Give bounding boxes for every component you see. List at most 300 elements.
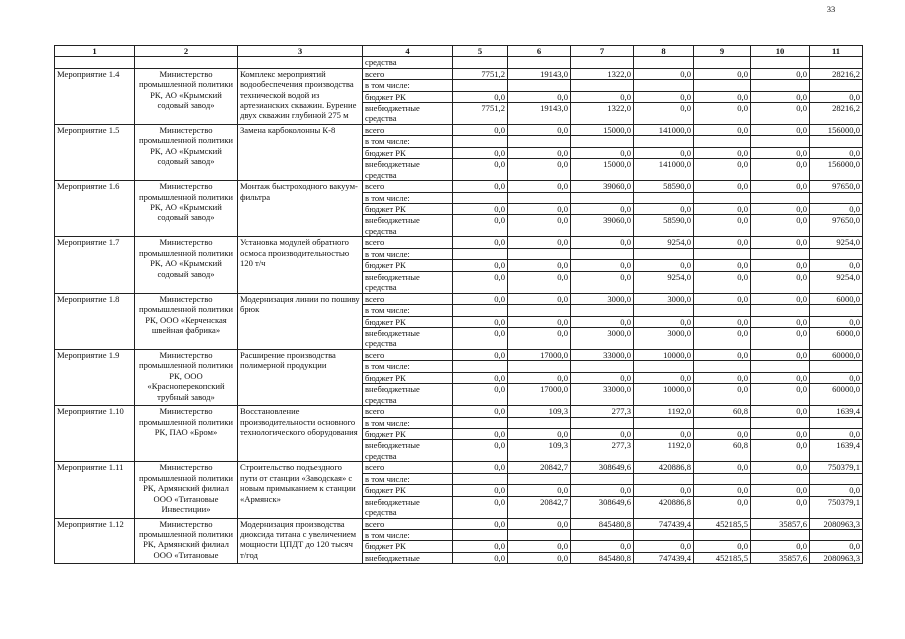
measure-name: Мероприятие 1.4	[55, 68, 135, 124]
funding-category: в том числе:	[363, 361, 453, 372]
measure-organization: Министерство промышленной политики РК, ООО «Красноперекопский трубный завод»	[135, 349, 238, 405]
amount-col-9	[694, 305, 751, 316]
amount-col-6: 0,0	[508, 327, 571, 349]
amount-col-11: 60000,0	[810, 384, 863, 406]
top-continuation-row	[55, 57, 863, 68]
amount-col-11: 9254,0	[810, 271, 863, 293]
amount-col-9: 0,0	[694, 316, 751, 327]
amount-col-9: 0,0	[694, 237, 751, 248]
amount-col-9	[694, 192, 751, 203]
amount-col-7: 0,0	[571, 428, 634, 439]
amount-col-8: 1192,0	[634, 406, 694, 417]
amount-col-8: 58590,0	[634, 215, 694, 237]
amount-col-8: 141000,0	[634, 159, 694, 181]
amount-col-10	[751, 192, 810, 203]
funding-category: в том числе:	[363, 80, 453, 91]
amount-col-8: 141000,0	[634, 125, 694, 136]
amount-col-11: 97650,0	[810, 215, 863, 237]
amount-col-7	[571, 192, 634, 203]
amount-col-5: 0,0	[453, 159, 508, 181]
funding-category: бюджет РК	[363, 260, 453, 271]
amount-col-9	[694, 473, 751, 484]
funding-category: всего	[363, 125, 453, 136]
amount-col-9: 0,0	[694, 147, 751, 158]
amount-col-6: 0,0	[508, 372, 571, 383]
page-number: 33	[826, 4, 836, 14]
amount-col-10: 0,0	[751, 271, 810, 293]
measure-organization: Министерство промышленной политики РК, АО «Крымский содовый завод»	[135, 237, 238, 293]
amount-col-11: 9254,0	[810, 237, 863, 248]
amount-col-10: 0,0	[751, 327, 810, 349]
funding-category: всего	[363, 462, 453, 473]
amount-col-7	[571, 361, 634, 372]
amount-col-11	[810, 529, 863, 540]
funding-category: в том числе:	[363, 417, 453, 428]
header-col-5: 5	[453, 46, 508, 57]
measure-row-total	[55, 237, 863, 248]
header-col-2: 2	[135, 46, 238, 57]
measure-organization: Министерство промышленной политики РК, Армянский филиал ООО «Титановые Инвестиции»	[135, 462, 238, 518]
amount-col-6: 0,0	[508, 91, 571, 102]
amount-col-5: 0,0	[453, 406, 508, 417]
amount-col-6: 0,0	[508, 428, 571, 439]
amount-col-5: 0,0	[453, 237, 508, 248]
amount-col-10	[751, 473, 810, 484]
amount-col-7: 0,0	[571, 91, 634, 102]
amount-col-9: 452185,5	[694, 518, 751, 529]
amount-col-9	[694, 248, 751, 259]
amount-col-5: 0,0	[453, 372, 508, 383]
measure-description: Восстановление производительности основного технологического оборудования	[238, 406, 363, 462]
funding-category: бюджет РК	[363, 204, 453, 215]
amount-col-8: 0,0	[634, 541, 694, 552]
measure-row-total	[55, 518, 863, 529]
amount-col-8: 0,0	[634, 103, 694, 125]
amount-col-10: 0,0	[751, 237, 810, 248]
measure-name: Мероприятие 1.9	[55, 349, 135, 405]
amount-col-6: 0,0	[508, 485, 571, 496]
funding-category: в том числе:	[363, 192, 453, 203]
amount-col-9: 0,0	[694, 271, 751, 293]
funding-category: бюджет РК	[363, 372, 453, 383]
header-col-1: 1	[55, 46, 135, 57]
amount-col-8: 3000,0	[634, 327, 694, 349]
measure-row-total	[55, 406, 863, 417]
amount-col-5: 0,0	[453, 462, 508, 473]
amount-col-7	[571, 136, 634, 147]
funding-table	[54, 45, 863, 564]
amount-col-10: 0,0	[751, 349, 810, 360]
amount-col-6: 109,3	[508, 440, 571, 462]
amount-col-5: 0,0	[453, 204, 508, 215]
amount-col-9: 0,0	[694, 68, 751, 79]
header-col-6: 6	[508, 46, 571, 57]
funding-category: бюджет РК	[363, 147, 453, 158]
amount-col-10	[751, 417, 810, 428]
amount-col-6: 0,0	[508, 237, 571, 248]
amount-col-10	[751, 361, 810, 372]
amount-col-8: 420886,8	[634, 496, 694, 518]
amount-col-8: 9254,0	[634, 271, 694, 293]
top-label: средства	[363, 57, 453, 68]
funding-category: в том числе:	[363, 529, 453, 540]
amount-col-7: 0,0	[571, 271, 634, 293]
amount-col-9: 0,0	[694, 541, 751, 552]
amount-col-5: 0,0	[453, 541, 508, 552]
funding-category: всего	[363, 518, 453, 529]
measure-name: Мероприятие 1.12	[55, 518, 135, 564]
amount-col-11: 60000,0	[810, 349, 863, 360]
measure-description: Установка модулей обратного осмоса производительностью 120 т/ч	[238, 237, 363, 293]
amount-col-9: 0,0	[694, 181, 751, 192]
amount-col-6: 0,0	[508, 147, 571, 158]
header-col-9: 9	[694, 46, 751, 57]
amount-col-9: 0,0	[694, 349, 751, 360]
amount-col-5: 0,0	[453, 440, 508, 462]
amount-col-10: 0,0	[751, 406, 810, 417]
amount-col-11	[810, 192, 863, 203]
amount-col-6	[508, 136, 571, 147]
amount-col-9: 60,8	[694, 440, 751, 462]
amount-col-10: 0,0	[751, 372, 810, 383]
amount-col-7: 0,0	[571, 204, 634, 215]
amount-col-11: 97650,0	[810, 181, 863, 192]
amount-col-5	[453, 305, 508, 316]
amount-col-7: 1322,0	[571, 103, 634, 125]
amount-col-5: 0,0	[453, 125, 508, 136]
amount-col-9: 0,0	[694, 462, 751, 473]
amount-col-8: 1192,0	[634, 440, 694, 462]
amount-col-7: 0,0	[571, 316, 634, 327]
funding-category: внебюджетные средства	[363, 496, 453, 518]
amount-col-7: 0,0	[571, 237, 634, 248]
amount-col-5: 0,0	[453, 91, 508, 102]
funding-category: внебюджетные средства	[363, 327, 453, 349]
amount-col-9: 0,0	[694, 204, 751, 215]
amount-col-9: 0,0	[694, 327, 751, 349]
funding-category: всего	[363, 68, 453, 79]
amount-col-5	[453, 417, 508, 428]
amount-col-6	[508, 305, 571, 316]
amount-col-10: 0,0	[751, 68, 810, 79]
amount-col-11: 0,0	[810, 91, 863, 102]
amount-col-10: 0,0	[751, 440, 810, 462]
measure-organization: Министерство промышленной политики РК, Армянский филиал ООО «Титановые	[135, 518, 238, 564]
amount-col-11: 2080963,3	[810, 518, 863, 529]
amount-col-8	[634, 417, 694, 428]
amount-col-10: 0,0	[751, 384, 810, 406]
amount-col-6	[508, 473, 571, 484]
measure-row-total	[55, 462, 863, 473]
measure-name: Мероприятие 1.8	[55, 293, 135, 349]
amount-col-5: 0,0	[453, 384, 508, 406]
amount-col-5: 0,0	[453, 485, 508, 496]
funding-category: всего	[363, 181, 453, 192]
amount-col-5: 0,0	[453, 147, 508, 158]
amount-col-6: 0,0	[508, 316, 571, 327]
amount-col-11: 2080963,3	[810, 552, 863, 563]
amount-col-10: 0,0	[751, 125, 810, 136]
measure-row-total	[55, 125, 863, 136]
amount-col-10: 0,0	[751, 159, 810, 181]
amount-col-5: 0,0	[453, 349, 508, 360]
header-col-4: 4	[363, 46, 453, 57]
amount-col-7: 0,0	[571, 372, 634, 383]
funding-category: внебюджетные средства	[363, 384, 453, 406]
amount-col-7: 33000,0	[571, 384, 634, 406]
amount-col-9	[694, 417, 751, 428]
funding-category: внебюджетные	[363, 552, 453, 563]
measure-organization: Министерство промышленной политики РК, АО «Крымский содовый завод»	[135, 181, 238, 237]
funding-category: всего	[363, 237, 453, 248]
amount-col-8: 9254,0	[634, 237, 694, 248]
amount-col-8	[634, 80, 694, 91]
amount-col-10	[751, 248, 810, 259]
amount-col-8	[634, 192, 694, 203]
amount-col-6: 19143,0	[508, 68, 571, 79]
funding-category: внебюджетные средства	[363, 215, 453, 237]
amount-col-8: 0,0	[634, 372, 694, 383]
amount-col-10: 0,0	[751, 541, 810, 552]
amount-col-11: 0,0	[810, 541, 863, 552]
amount-col-7	[571, 248, 634, 259]
amount-col-9: 0,0	[694, 496, 751, 518]
amount-col-10	[751, 80, 810, 91]
amount-col-11	[810, 80, 863, 91]
header-col-7: 7	[571, 46, 634, 57]
amount-col-11: 0,0	[810, 204, 863, 215]
amount-col-9: 0,0	[694, 384, 751, 406]
amount-col-9: 0,0	[694, 159, 751, 181]
amount-col-9: 0,0	[694, 215, 751, 237]
amount-col-9: 0,0	[694, 372, 751, 383]
amount-col-6	[508, 361, 571, 372]
funding-category: всего	[363, 406, 453, 417]
amount-col-6: 20842,7	[508, 496, 571, 518]
measure-row-total	[55, 349, 863, 360]
funding-category: в том числе:	[363, 473, 453, 484]
amount-col-8: 0,0	[634, 260, 694, 271]
amount-col-11: 1639,4	[810, 440, 863, 462]
amount-col-10: 0,0	[751, 181, 810, 192]
amount-col-11	[810, 248, 863, 259]
amount-col-7	[571, 529, 634, 540]
header-col-11: 11	[810, 46, 863, 57]
amount-col-8: 0,0	[634, 204, 694, 215]
amount-col-11: 750379,1	[810, 462, 863, 473]
amount-col-9	[694, 136, 751, 147]
amount-col-7: 277,3	[571, 440, 634, 462]
amount-col-6: 0,0	[508, 271, 571, 293]
amount-col-11: 156000,0	[810, 159, 863, 181]
amount-col-10: 0,0	[751, 428, 810, 439]
amount-col-7: 308649,6	[571, 462, 634, 473]
measure-description: Расширение производства полимерной продукции	[238, 349, 363, 405]
amount-col-9	[694, 529, 751, 540]
amount-col-5: 0,0	[453, 271, 508, 293]
amount-col-10: 0,0	[751, 293, 810, 304]
amount-col-7: 3000,0	[571, 327, 634, 349]
amount-col-8: 0,0	[634, 68, 694, 79]
measure-organization: Министерство промышленной политики РК, ООО «Керченская швейная фабрика»	[135, 293, 238, 349]
amount-col-11: 0,0	[810, 372, 863, 383]
measure-row-total	[55, 181, 863, 192]
amount-col-7: 0,0	[571, 260, 634, 271]
funding-category: бюджет РК	[363, 428, 453, 439]
measure-name: Мероприятие 1.11	[55, 462, 135, 518]
amount-col-7: 845480,8	[571, 552, 634, 563]
amount-col-5: 0,0	[453, 293, 508, 304]
amount-col-8: 3000,0	[634, 293, 694, 304]
amount-col-7	[571, 305, 634, 316]
amount-col-11	[810, 361, 863, 372]
amount-col-5: 7751,2	[453, 103, 508, 125]
funding-category: внебюджетные средства	[363, 159, 453, 181]
amount-col-6: 0,0	[508, 260, 571, 271]
measure-name: Мероприятие 1.5	[55, 125, 135, 181]
measure-organization: Министерство промышленной политики РК, АО «Крымский содовый завод»	[135, 125, 238, 181]
amount-col-10: 0,0	[751, 147, 810, 158]
amount-col-7: 0,0	[571, 541, 634, 552]
amount-col-5: 0,0	[453, 181, 508, 192]
amount-col-10: 0,0	[751, 103, 810, 125]
amount-col-8	[634, 136, 694, 147]
amount-col-11: 750379,1	[810, 496, 863, 518]
amount-col-10: 35857,6	[751, 518, 810, 529]
measure-organization: Министерство промышленной политики РК, АО «Крымский содовый завод»	[135, 68, 238, 124]
amount-col-7	[571, 417, 634, 428]
funding-category: бюджет РК	[363, 316, 453, 327]
amount-col-11: 156000,0	[810, 125, 863, 136]
amount-col-8	[634, 529, 694, 540]
amount-col-7: 39060,0	[571, 181, 634, 192]
amount-col-8: 747439,4	[634, 552, 694, 563]
funding-category: всего	[363, 293, 453, 304]
amount-col-5: 0,0	[453, 260, 508, 271]
funding-category: в том числе:	[363, 248, 453, 259]
amount-col-7: 845480,8	[571, 518, 634, 529]
amount-col-8	[634, 248, 694, 259]
amount-col-10: 0,0	[751, 316, 810, 327]
amount-col-8: 10000,0	[634, 384, 694, 406]
amount-col-10: 0,0	[751, 485, 810, 496]
amount-col-6	[508, 192, 571, 203]
amount-col-8: 0,0	[634, 91, 694, 102]
header-col-10: 10	[751, 46, 810, 57]
measure-organization: Министерство промышленной политики РК, ПАО «Бром»	[135, 406, 238, 462]
amount-col-5: 0,0	[453, 518, 508, 529]
funding-category: внебюджетные средства	[363, 103, 453, 125]
amount-col-9: 0,0	[694, 293, 751, 304]
amount-col-8: 0,0	[634, 485, 694, 496]
amount-col-6	[508, 529, 571, 540]
amount-col-9: 0,0	[694, 260, 751, 271]
amount-col-10: 0,0	[751, 91, 810, 102]
measure-row-total	[55, 293, 863, 304]
measure-description: Комплекс мероприятий водообеспечения производства технической водой из артезианских скважин. Бурение двух скважин глубиной 275 м	[238, 68, 363, 124]
amount-col-11: 6000,0	[810, 327, 863, 349]
amount-col-11	[810, 473, 863, 484]
amount-col-5	[453, 136, 508, 147]
amount-col-5: 7751,2	[453, 68, 508, 79]
amount-col-6: 0,0	[508, 518, 571, 529]
funding-category: в том числе:	[363, 136, 453, 147]
amount-col-10: 0,0	[751, 215, 810, 237]
amount-col-9: 0,0	[694, 91, 751, 102]
amount-col-8: 58590,0	[634, 181, 694, 192]
amount-col-9: 0,0	[694, 125, 751, 136]
amount-col-11: 0,0	[810, 428, 863, 439]
amount-col-11: 0,0	[810, 147, 863, 158]
amount-col-6: 0,0	[508, 293, 571, 304]
measure-description: Строительство подъездного пути от станции «Заводская» с новым примыканием к станции «Армянск»	[238, 462, 363, 518]
amount-col-5	[453, 361, 508, 372]
amount-col-6: 0,0	[508, 541, 571, 552]
amount-col-6: 0,0	[508, 552, 571, 563]
amount-col-7: 1322,0	[571, 68, 634, 79]
amount-col-7: 3000,0	[571, 293, 634, 304]
measure-name: Мероприятие 1.7	[55, 237, 135, 293]
amount-col-10: 35857,6	[751, 552, 810, 563]
amount-col-7: 33000,0	[571, 349, 634, 360]
amount-col-11: 0,0	[810, 316, 863, 327]
funding-category: бюджет РК	[363, 91, 453, 102]
amount-col-6	[508, 417, 571, 428]
amount-col-6: 0,0	[508, 125, 571, 136]
amount-col-11: 6000,0	[810, 293, 863, 304]
amount-col-11	[810, 136, 863, 147]
funding-category: внебюджетные средства	[363, 271, 453, 293]
amount-col-6: 109,3	[508, 406, 571, 417]
amount-col-11: 28216,2	[810, 103, 863, 125]
amount-col-5: 0,0	[453, 428, 508, 439]
amount-col-8	[634, 361, 694, 372]
amount-col-9: 0,0	[694, 103, 751, 125]
funding-category: бюджет РК	[363, 485, 453, 496]
amount-col-10: 0,0	[751, 204, 810, 215]
amount-col-6: 20842,7	[508, 462, 571, 473]
amount-col-10: 0,0	[751, 260, 810, 271]
amount-col-8: 0,0	[634, 147, 694, 158]
amount-col-5: 0,0	[453, 496, 508, 518]
amount-col-9: 0,0	[694, 428, 751, 439]
amount-col-6: 0,0	[508, 181, 571, 192]
amount-col-10	[751, 305, 810, 316]
amount-col-6: 17000,0	[508, 384, 571, 406]
amount-col-7: 277,3	[571, 406, 634, 417]
measure-name: Мероприятие 1.6	[55, 181, 135, 237]
amount-col-5	[453, 80, 508, 91]
amount-col-8: 10000,0	[634, 349, 694, 360]
amount-col-7: 0,0	[571, 147, 634, 158]
amount-col-8	[634, 473, 694, 484]
amount-col-6	[508, 80, 571, 91]
amount-col-6: 17000,0	[508, 349, 571, 360]
amount-col-7: 15000,0	[571, 159, 634, 181]
amount-col-7: 15000,0	[571, 125, 634, 136]
amount-col-9	[694, 361, 751, 372]
amount-col-5	[453, 192, 508, 203]
amount-col-9	[694, 80, 751, 91]
amount-col-5	[453, 473, 508, 484]
amount-col-7	[571, 473, 634, 484]
amount-col-7: 308649,6	[571, 496, 634, 518]
amount-col-6: 0,0	[508, 215, 571, 237]
amount-col-8: 747439,4	[634, 518, 694, 529]
funding-category: в том числе:	[363, 305, 453, 316]
amount-col-6: 19143,0	[508, 103, 571, 125]
amount-col-8	[634, 305, 694, 316]
